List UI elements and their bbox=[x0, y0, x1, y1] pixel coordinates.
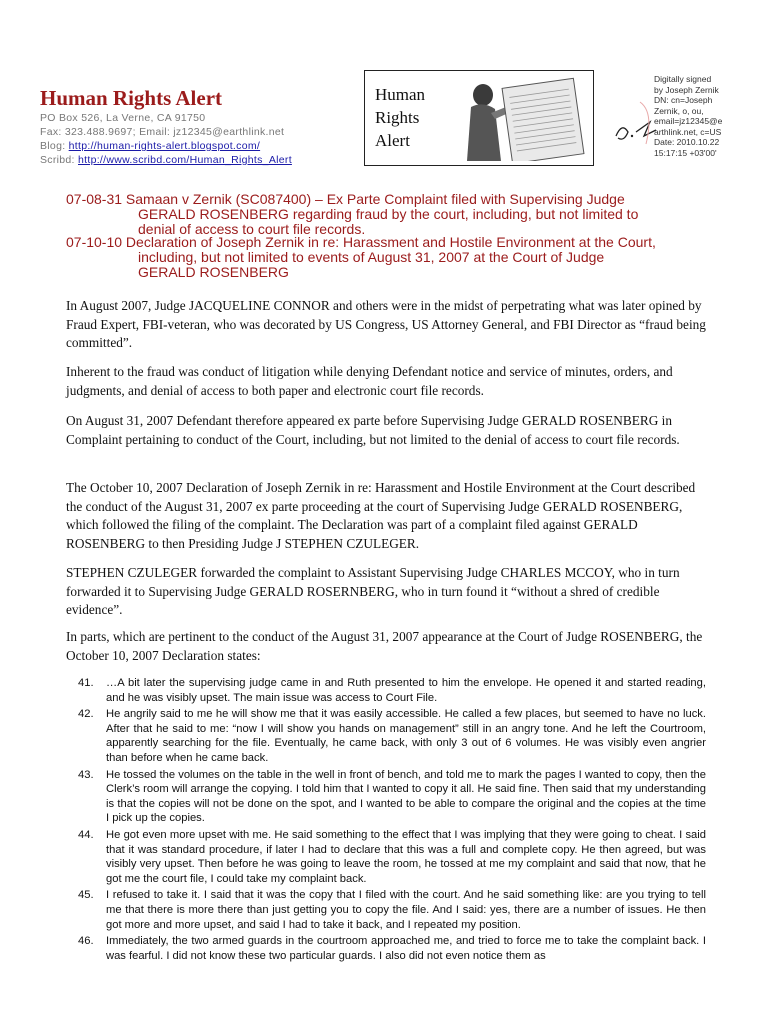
paragraph-states: In parts, which are pertinent to the conduct of the August 31, 2007 appearance at the Court of Judge ROSENBERG, the October 10, 2007 Declaration states: bbox=[66, 629, 703, 663]
sig-line-3: DN: cn=Joseph bbox=[654, 95, 713, 105]
list-item: 41. …A bit later the supervising judge came in and Ruth presented to him the envelope. He opened it and started reading, and he was visibly upset. The main issue was access to Court File. bbox=[78, 677, 706, 704]
paragraph-declaration: The October 10, 2007 Declaration of Joseph Zernik in re: Harassment and Hostile Environment at the Court described the conduct of the August 31, 2007 ex parte proceeding at the court of Supervising Judge GERALD ROSENBERG, which followed the filing of the complaint. The Declaration was part of a complaint filed against GERALD ROSENBERG to then Presiding Judge J STEPHEN CZULEGER. bbox=[66, 480, 696, 551]
sig-line-7: Date: 2010.10.22 bbox=[654, 137, 720, 147]
blog-link[interactable]: http://human-rights-alert.blogspot.com/ bbox=[68, 140, 261, 152]
heading-complaint-line-3: denial of access to court file records. bbox=[138, 221, 366, 237]
paragraph-denial-of-access: Inherent to the fraud was conduct of litigation while denying Defendant notice and service of minutes, orders, and judgments, and denial of access to both paper and electronic court file records. bbox=[66, 364, 673, 398]
org-scribd bbox=[40, 154, 292, 166]
sig-line-5: email=jz12345@e bbox=[654, 116, 723, 126]
org-title: Human Rights Alert bbox=[40, 86, 223, 110]
scribd-link[interactable]: http://www.scribd.com/Human_Rights_Alert bbox=[78, 154, 292, 166]
digital-signature-info bbox=[654, 74, 764, 158]
org-address: PO Box 526, La Verne, CA 91750 bbox=[40, 112, 206, 124]
list-item: 43. He tossed the volumes on the table in the well in front of bench, and told me to mark the pages I wanted to copy, then the Clerk’s room will arrange the copying. I told him that I wanted to copy it all. He said fine. Then said that my understanding is that the copies will not be done on the spot, and I wanted to be able to compare the original and the copies at the time I pick up the copies. bbox=[78, 768, 706, 825]
heading-complaint bbox=[66, 192, 736, 237]
org-fax-email: Fax: 323.488.9697; Email: jz12345@earthlink.net bbox=[40, 126, 285, 138]
blog-label: Blog: bbox=[40, 140, 66, 152]
logo-text bbox=[375, 83, 425, 152]
declaration-list bbox=[78, 676, 706, 965]
list-item: 42. He angrily said to me he will show me that it was easily accessible. He called a few places, but seemed to have no luck. After that he said to me: “now I will show you hands on management” still in an angry tone. And he left the Courtroom, apparently searching for the file. Eventually, he came back, with only 3 out of 6 volumes. He was visibly even angrier than before when he came back. bbox=[78, 708, 706, 764]
sig-line-2: by Joseph Zernik bbox=[654, 84, 719, 95]
scribd-label: Scribd: bbox=[40, 154, 75, 166]
paragraph-ex-parte: On August 31, 2007 Defendant therefore appeared ex parte before Supervising Judge GERALD ROSENBERG in Complaint pertaining to conduct of the Court, including, but not limited to the denial of access to court file records. bbox=[66, 413, 680, 447]
sig-line-6: arthlink.net, c=US bbox=[654, 126, 722, 137]
paragraph-fraud-intro: In August 2007, Judge JACQUELINE CONNOR and others were in the midst of perpetrating what was later opined by Fraud Expert, FBI-veteran, who was decorated by US Congress, US Attorney General, and FBI Director as “fraud being committed”. bbox=[66, 298, 706, 350]
list-item: 46. Immediately, the two armed guards in the courtroom approached me, and tried to force me to take the complaint back. I was fearful. I did not know these two particular guards. I also did not even notice them as bbox=[78, 935, 706, 962]
list-item: 44. He got even more upset with me. He said something to the effect that I was implying that they were going to cheat. I said that it was standard procedure, if later I had to declare that this was a full and complete copy. He then agreed, but was visibly very upset. Then before he was going to leave the room, he tossed at me my complaint and said that now, that he got me the court file, I could take my complaint back. bbox=[78, 828, 706, 885]
list-item: 45. I refused to take it. I said that it was the copy that I filed with the court. And he said something like: are you trying to tell me that there is more there than just getting you to copy the file. And I said: yes, there are a number of issues. He then got more and more upset, and said I had to take it back, and I repeated my position. bbox=[78, 889, 706, 931]
signature-mark-icon bbox=[610, 92, 660, 152]
paragraph-forwarding: STEPHEN CZULEGER forwarded the complaint to Assistant Supervising Judge CHARLES MCCOY, who in turn forwarded it to Supervising Judge GERALD ROSERNBERG, who in turn found it “without a shred of credible evidence”. bbox=[66, 565, 680, 617]
sig-line-8: 15:17:15 +03'00' bbox=[654, 147, 717, 158]
heading-declaration-line-3: GERALD ROSENBERG bbox=[138, 264, 289, 280]
logo-figure-image bbox=[461, 75, 587, 161]
heading-declaration-line-2: including, but not limited to events of August 31, 2007 at the Court of Judge bbox=[138, 249, 605, 265]
logo-line-3: Alert bbox=[375, 131, 410, 150]
org-blog bbox=[40, 140, 260, 152]
heading-complaint-line-2: GERALD ROSENBERG regarding fraud by the court, including, but not limited to bbox=[138, 206, 639, 222]
logo bbox=[364, 70, 594, 166]
heading-complaint-line-1: 07-08-31 Samaan v Zernik (SC087400) – Ex Parte Complaint filed with Supervising Judge bbox=[66, 191, 625, 207]
heading-declaration-line-1: 07-10-10 Declaration of Joseph Zernik in re: Harassment and Hostile Environment at the Court, bbox=[66, 234, 656, 250]
sig-line-1: Digitally signed bbox=[654, 74, 712, 84]
logo-line-2: Rights bbox=[375, 108, 420, 127]
logo-line-1: Human bbox=[375, 85, 426, 104]
heading-declaration bbox=[66, 235, 736, 280]
sig-line-4: Zernik, o, ou, bbox=[654, 105, 704, 116]
